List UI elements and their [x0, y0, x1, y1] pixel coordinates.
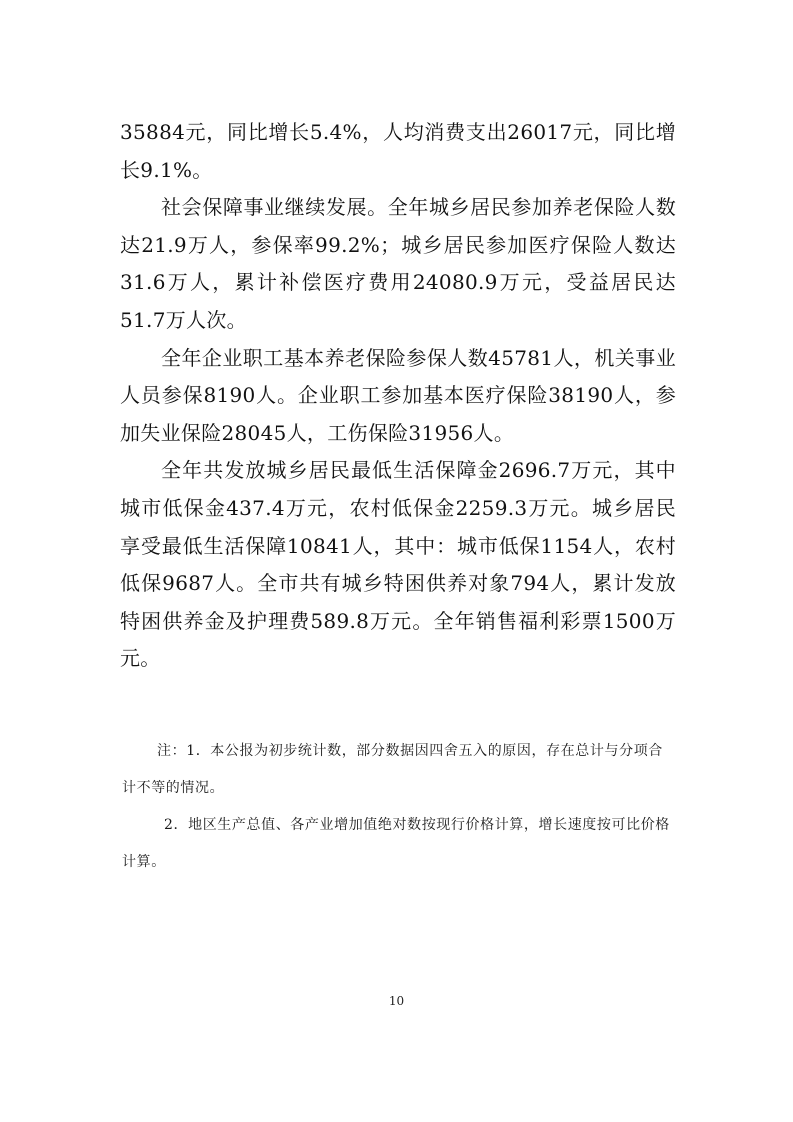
paragraph-minimum-living: 全年共发放城乡居民最低生活保障金2696.7万元，其中城市低保金437.4万元，农村低保金2259.3万元。城乡居民享受最低生活保障10841人，其中：城市低保1154人，农村低保9687人。全市共有城乡特困供养对象794人，累计发放特困供养金及护理费589.8万元。全年销售福利彩票1500万元。 [120, 458, 676, 671]
body-text [120, 114, 676, 678]
page-number: 10 [388, 994, 405, 1008]
paragraph-employee-insurance: 全年企业职工基本养老保险参保人数45781人，机关事业人员参保8190人。企业职工参加基本医疗保险38190人，参加失业保险28045人，工伤保险31956人。 [120, 345, 676, 445]
note-2: 2．地区生产总值、各产业增加值绝对数按现行价格计算，增长速度按可比价格计算。 [122, 817, 670, 870]
paragraph-income-continued: 35884元，同比增长5.4%，人均消费支出26017元，同比增长9.1%。 [120, 120, 676, 182]
notes-section [122, 733, 674, 881]
note-1: 注：1．本公报为初步统计数，部分数据因四舍五入的原因，存在总计与分项合计不等的情况。 [122, 743, 663, 796]
paragraph-social-security: 社会保障事业继续发展。全年城乡居民参加养老保险人数达21.9万人，参保率99.2%；城乡居民参加医疗保险人数达31.6万人，累计补偿医疗费用24080.9万元，受益居民达51.7万人次。 [120, 195, 676, 332]
